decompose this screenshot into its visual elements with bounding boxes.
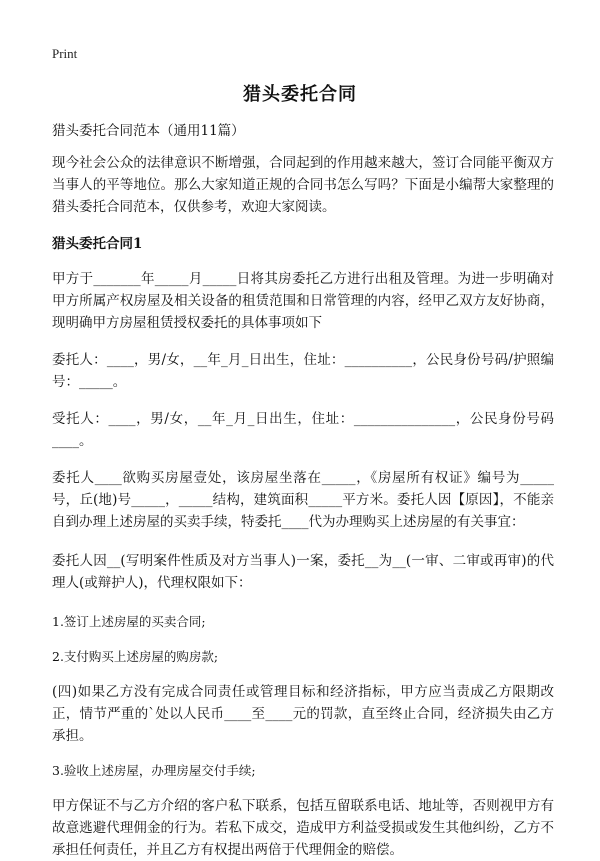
list-item: 2.支付购买上述房屋的购房款; [52, 649, 219, 664]
paragraph-principal: 委托人：____，男/女，__年_月_日出生，住址：__________，公民身份号码/护照编号：_____。 [52, 352, 554, 390]
document-subtitle: 猎头委托合同范本（通用11篇） [52, 123, 245, 139]
intro-paragraph: 现今社会公众的法律意识不断增强，合同起到的作用越来越大，签订合同能平衡双方当事人的平等地位。那么大家知道正规的合同书怎么写吗？下面是小编帮大家整理的猎头委托合同范本，仅供参考，欢迎大家阅读。 [52, 155, 554, 215]
list-item: 3.验收上述房屋，办理房屋交付手续; [52, 763, 256, 778]
paragraph-penalty: (四)如果乙方没有完成合同责任或管理目标和经济指标，甲方应当责成乙方限期改正，情节严重的`处以人民币____至____元的罚款，直至终止合同，经济损失由乙方承担。 [52, 684, 554, 744]
paragraph-lease-terms: 甲方于_______年_____月_____日将其房委托乙方进行出租及管理。为进一步明确对甲方所属产权房屋及相关设备的租赁范围和日常管理的内容，经甲乙双方友好协商，现明确甲方房屋租赁授权委托的具体事项如下 [52, 271, 554, 331]
document-title: 猎头委托合同 [243, 84, 357, 105]
paragraph-agent: 受托人：____，男/女，__年_月_日出生，住址：_______________，公民身份号码____。 [52, 411, 554, 449]
section-heading: 猎头委托合同1 [52, 236, 143, 252]
paragraph-commission: 甲方保证不与乙方介绍的客户私下联系，包括互留联系电话、地址等，否则视甲方有故意逃避代理佣金的行为。若私下成交，造成甲方利益受损或发生其他纠纷，乙方不承担任何责任，并且乙方有权提出两倍于代理佣金的赔偿。 [52, 798, 554, 858]
document-body [52, 120, 554, 861]
print-link[interactable]: Print [52, 46, 78, 61]
paragraph-case: 委托人因__(写明案件性质及对方当事人)一案，委托__为__(一审、二审或再审)的代理人(或辩护人)，代理权限如下： [52, 553, 554, 591]
paragraph-property: 委托人____欲购买房屋壹处，该房屋坐落在_____，《房屋所有权证》编号为_____号，丘(地)号_____，_____结构，建筑面积_____平方米。委托人因【原因】，不能亲自到办理上述房屋的买卖手续，特委托____代为办理购买上述房屋的有关事宜： [52, 470, 554, 530]
list-item: 1.签订上述房屋的买卖合同; [52, 614, 206, 629]
